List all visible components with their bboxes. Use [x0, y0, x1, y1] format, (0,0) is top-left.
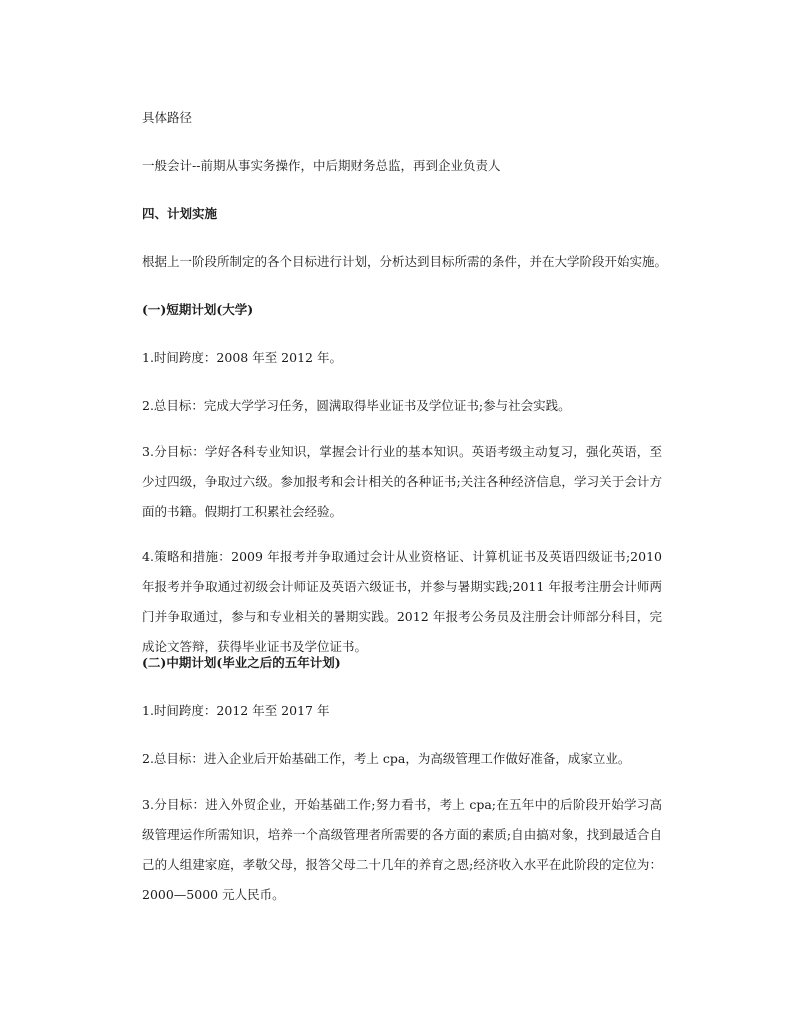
- path-heading: 具体路径: [142, 110, 193, 125]
- plan-intro-text: 根据上一阶段所制定的各个目标进行计划，分析达到目标所需的条件，并在大学阶段开始实施。: [142, 254, 668, 269]
- short-term-sub-goals: 3.分目标：学好各科专业知识，掌握会计行业的基本知识。英语考级主动复习，强化英语，至少过四级，争取过六级。参加报考和会计相关的各种证书;关注各种经济信息，学习关于会计方面的书籍。假期打工积累社会经验。: [142, 444, 662, 519]
- short-term-plan-heading: (一)短期计划(大学): [142, 302, 254, 317]
- career-path-text: 一般会计--前期从事实务操作，中后期财务总监，再到企业负责人: [142, 158, 501, 173]
- mid-term-time-span: 1.时间跨度：2012 年至 2017 年: [142, 703, 330, 718]
- mid-term-plan-heading: (二)中期计划(毕业之后的五年计划): [142, 655, 341, 670]
- short-term-overall-goal: 2.总目标：完成大学学习任务，圆满取得毕业证书及学位证书;参与社会实践。: [142, 398, 571, 413]
- short-term-strategies: 4.策略和措施：2009 年报考并争取通过会计从业资格证、计算机证书及英语四级证书;2010 年报考并争取通过初级会计师证及英语六级证书，并参与暑期实践;2011 年报考注册会计师两门并争取通过，参与和专业相关的暑期实践。2012 年报考公务员及注册会计师部分科目，完成论文答辩，获得毕业证书及学位证书。: [142, 549, 662, 654]
- section-heading-plan-implementation: 四、计划实施: [142, 206, 218, 221]
- short-term-time-span: 1.时间跨度：2008 年至 2012 年。: [142, 350, 342, 365]
- mid-term-sub-goals: 3.分目标：进入外贸企业，开始基础工作;努力看书，考上 cpa;在五年中的后阶段开始学习高级管理运作所需知识，培养一个高级管理者所需要的各方面的素质;自由搞对象，找到最适合自己的人组建家庭，孝敬父母，报答父母二十几年的养育之恩;经济收入水平在此阶段的定位为：2000—5000 元人民币。: [142, 797, 662, 902]
- mid-term-overall-goal: 2.总目标：进入企业后开始基础工作，考上 cpa，为高级管理工作做好准备，成家立业。: [142, 751, 631, 766]
